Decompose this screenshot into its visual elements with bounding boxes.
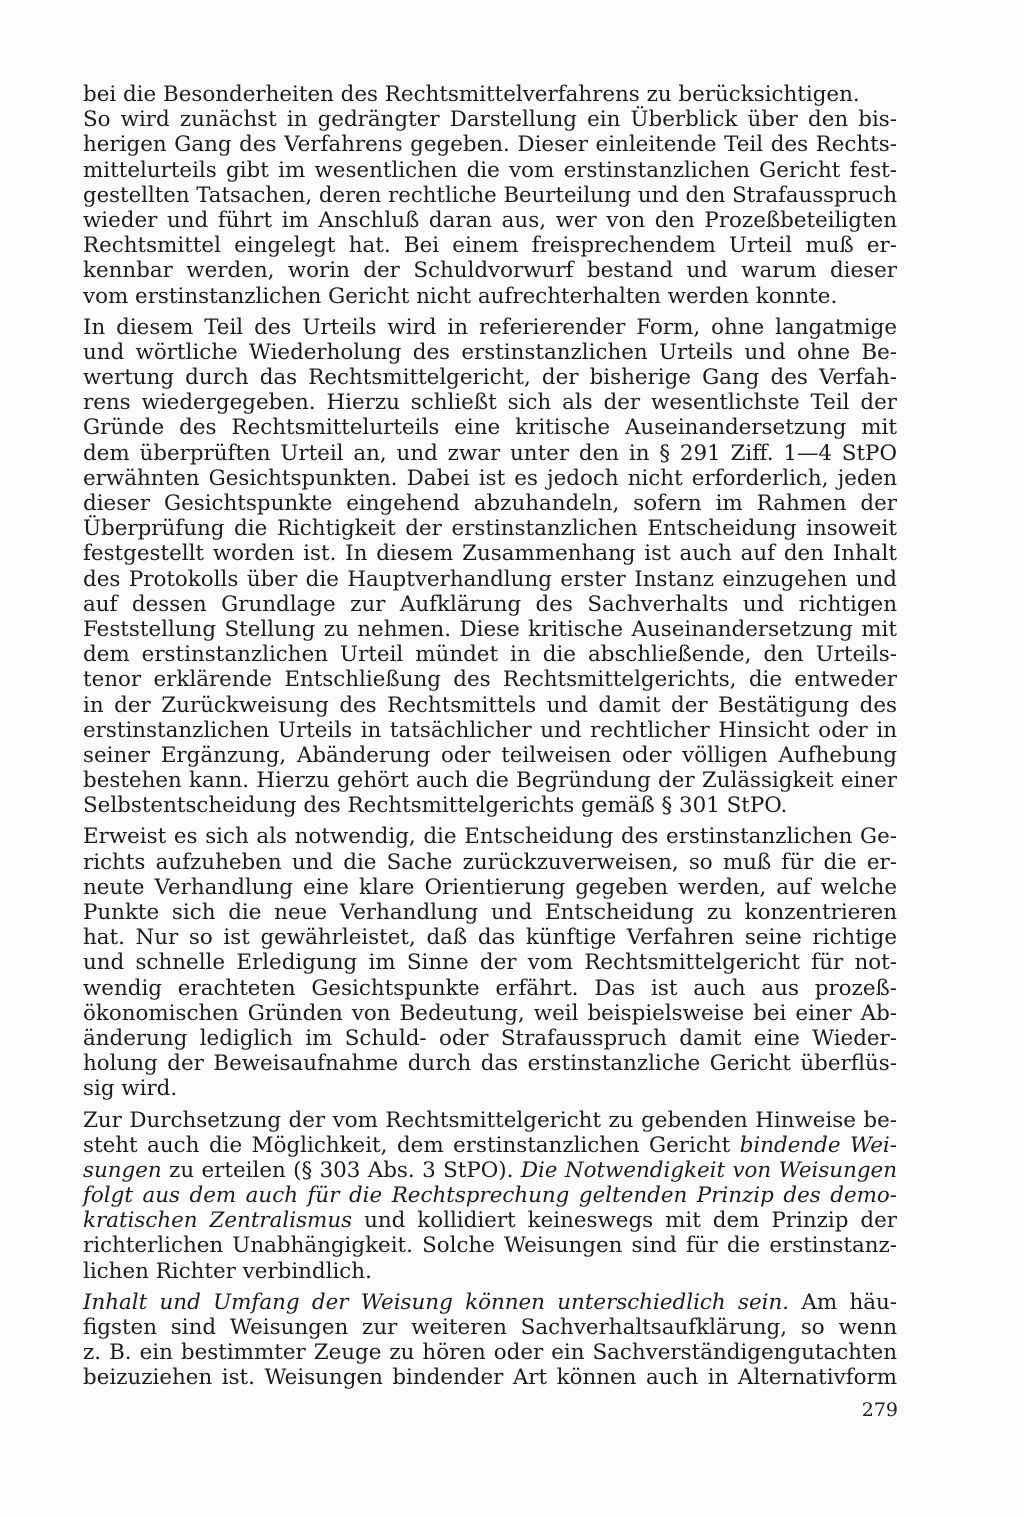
text-run: neute Verhandlung eine klare Orientierung gegeben werden, auf welche	[83, 874, 897, 900]
text-run: wertung durch das Rechtsmittelgericht, der bisherige Gang des Verfah-	[83, 365, 897, 391]
paragraph	[83, 82, 897, 309]
text-line	[83, 567, 897, 592]
text-line	[83, 950, 897, 975]
text-run: rens wiedergegeben. Hierzu schließt sich als der wesentlichste Teil der	[83, 390, 897, 416]
text-line	[83, 466, 897, 491]
text-line	[83, 516, 897, 541]
text-line	[83, 284, 897, 309]
text-line	[83, 642, 897, 667]
text-line	[83, 390, 897, 415]
text-run: Am häu-	[789, 1289, 897, 1315]
paragraph	[83, 315, 897, 819]
text-run: erstinstanzlichen Urteils in tatsächlicher und rechtlicher Hinsicht oder in	[83, 717, 897, 743]
text-run: Erweist es sich als notwendig, die Entscheidung des erstinstanzlichen Ge-	[83, 824, 897, 850]
text-line	[83, 718, 897, 743]
text-line	[83, 768, 897, 793]
text-line	[83, 1340, 897, 1365]
text-line	[83, 541, 897, 566]
text-line	[83, 1001, 897, 1026]
text-run: dieser Gesichtspunkte eingehend abzuhandeln, sofern im Rahmen der	[83, 491, 897, 516]
text-line	[83, 1108, 897, 1133]
text-run: So wird zunächst in gedrängter Darstellung ein Überblick über den bis-	[83, 107, 897, 133]
text-run: Selbstentscheidung des Rechtsmittelgerichts gemäß § 301 StPO.	[83, 793, 788, 819]
text-line	[83, 1133, 897, 1158]
text-line	[83, 340, 897, 365]
text-run: bei die Besonderheiten des Rechtsmittelverfahrens zu berücksichtigen.	[83, 82, 860, 107]
text-line	[83, 592, 897, 617]
text-line	[83, 875, 897, 900]
text-run: und kollidiert keineswegs mit dem Prinzip der	[352, 1208, 897, 1234]
italic-text: Inhalt und Umfang der Weisung können unterschiedlich sein.	[83, 1289, 790, 1315]
italic-text: Die Notwendigkeit von Weisungen	[520, 1157, 897, 1183]
text-run: ökonomischen Gründen von Bedeutung, weil beispielsweise bei einer Ab-	[83, 1000, 897, 1026]
text-line	[83, 743, 897, 768]
text-run: richterlichen Unabhängigkeit. Solche Weisungen sind für die erstinstanz-	[83, 1233, 897, 1259]
page-number: 279	[861, 1399, 898, 1421]
text-run: Gründe des Rechtsmittelurteils eine kritische Auseinandersetzung mit	[83, 415, 897, 441]
text-run: seiner Ergänzung, Abänderung oder teilweisen oder völligen Aufhebung	[83, 742, 897, 768]
text-run: herigen Gang des Verfahrens gegeben. Dieser einleitende Teil des Rechts-	[83, 132, 897, 158]
text-line	[83, 824, 897, 849]
text-line	[83, 441, 897, 466]
paragraph	[83, 824, 897, 1101]
text-run: auf dessen Grundlage zur Aufklärung des Sachverhalts und richtigen	[83, 591, 897, 617]
text-line	[83, 850, 897, 875]
text-run: Feststellung Stellung zu nehmen. Diese kritische Auseinandersetzung mit	[83, 616, 897, 642]
text-run: erwähnten Gesichtspunkten. Dabei ist es jedoch nicht erforderlich, jeden	[83, 465, 897, 491]
text-line	[83, 1290, 897, 1315]
text-run: vom erstinstanzlichen Gericht nicht aufrechterhalten werden konnte.	[83, 283, 838, 309]
text-run: und schnelle Erledigung im Sinne der vom Rechtsmittelgericht für not-	[83, 950, 897, 976]
text-line	[83, 107, 897, 132]
text-line	[83, 793, 897, 818]
text-run: bestehen kann. Hierzu gehört auch die Begründung der Zulässigkeit einer	[83, 768, 897, 794]
text-line	[83, 82, 897, 107]
text-run: sig wird.	[83, 1076, 178, 1102]
italic-text: bindende Wei-	[739, 1132, 897, 1158]
text-run: steht auch die Möglichkeit, dem erstinstanzlichen Gericht	[83, 1132, 740, 1158]
italic-text: kratischen Zentralismus	[83, 1208, 353, 1234]
text-line	[83, 976, 897, 1001]
text-run: holung der Beweisaufnahme durch das erstinstanzliche Gericht überflüs-	[83, 1051, 897, 1077]
text-line	[83, 415, 897, 440]
text-run: z. B. ein bestimmter Zeuge zu hören oder ein Sachverständigengutachten	[83, 1340, 897, 1366]
text-run: zu erteilen (§ 303 Abs. 3 StPO).	[161, 1157, 521, 1183]
text-line	[83, 491, 897, 516]
text-line	[83, 925, 897, 950]
text-line	[83, 667, 897, 692]
text-run: Überprüfung die Richtigkeit der erstinstanzlichen Entscheidung insoweit	[83, 516, 897, 542]
text-run: gestellten Tatsachen, deren rechtliche Beurteilung und den Strafausspruch	[83, 182, 897, 208]
text-line	[83, 132, 897, 157]
text-run: wendig erachteten Gesichtspunkte erfährt. Das ist auch aus prozeß-	[83, 975, 897, 1001]
paragraph	[83, 1108, 897, 1284]
paragraph	[83, 1290, 897, 1391]
text-run: In diesem Teil des Urteils wird in referierender Form, ohne langatmige	[83, 314, 897, 340]
text-line	[83, 1365, 897, 1390]
text-run: des Protokolls über die Hauptverhandlung erster Instanz einzugehen und	[83, 566, 897, 592]
text-line	[83, 1076, 897, 1101]
text-run: figsten sind Weisungen zur weiteren Sachverhaltsaufklärung, so wenn	[83, 1315, 897, 1340]
text-run: lichen Richter verbindlich.	[83, 1258, 372, 1284]
text-line	[83, 1051, 897, 1076]
body-text	[83, 82, 897, 1391]
text-run: in der Zurückweisung des Rechtsmittels und damit der Bestätigung des	[83, 692, 897, 718]
text-line	[83, 315, 897, 340]
text-run: festgestellt worden ist. In diesem Zusammenhang ist auch auf den Inhalt	[83, 541, 897, 567]
text-line	[83, 693, 897, 718]
text-line	[83, 258, 897, 283]
italic-text: sungen	[83, 1157, 162, 1183]
text-line	[83, 900, 897, 925]
text-run: Zur Durchsetzung der vom Rechtsmittelgericht zu gebenden Hinweise be-	[83, 1107, 897, 1133]
italic-text: folgt aus dem auch für die Rechtsprechung geltenden Prinzip des demo-	[83, 1183, 897, 1209]
text-run: änderung lediglich im Schuld- oder Strafausspruch damit eine Wieder-	[83, 1025, 897, 1051]
text-line	[83, 183, 897, 208]
text-run: und wörtliche Wiederholung des erstinstanzlichen Urteils und ohne Be-	[83, 339, 897, 365]
text-line	[83, 365, 897, 390]
text-line	[83, 1233, 897, 1258]
text-run: mittelurteils gibt im wesentlichen die vom erstinstanzlichen Gericht fest-	[83, 157, 897, 183]
text-run: Punkte sich die neue Verhandlung und Entscheidung zu konzentrieren	[83, 900, 897, 925]
text-run: wieder und führt im Anschluß daran aus, wer von den Prozeßbeteiligten	[83, 207, 897, 233]
text-line	[83, 233, 897, 258]
text-line	[83, 617, 897, 642]
text-run: dem erstinstanzlichen Urteil mündet in die abschließende, den Urteils-	[83, 642, 897, 668]
text-run: dem überprüften Urteil an, und zwar unter den in § 291 Ziff. 1—4 StPO	[83, 440, 897, 466]
text-run: richts aufzuheben und die Sache zurückzuverweisen, so muß für die er-	[83, 849, 897, 875]
text-run: hat. Nur so ist gewährleistet, daß das künftige Verfahren seine richtige	[83, 925, 897, 951]
text-line	[83, 1183, 897, 1208]
text-line	[83, 1158, 897, 1183]
text-run: Rechtsmittel eingelegt hat. Bei einem freisprechendem Urteil muß er-	[83, 233, 897, 259]
text-line	[83, 1315, 897, 1340]
text-line	[83, 1208, 897, 1233]
text-line	[83, 1259, 897, 1284]
text-run: beizuziehen ist. Weisungen bindender Art können auch in Alternativform	[83, 1365, 897, 1391]
text-line	[83, 208, 897, 233]
text-run: tenor erklärende Entschließung des Rechtsmittelgerichts, die entweder	[83, 667, 897, 693]
text-line	[83, 158, 897, 183]
text-run: kennbar werden, worin der Schuldvorwurf bestand und warum dieser	[83, 258, 897, 284]
text-line	[83, 1026, 897, 1051]
